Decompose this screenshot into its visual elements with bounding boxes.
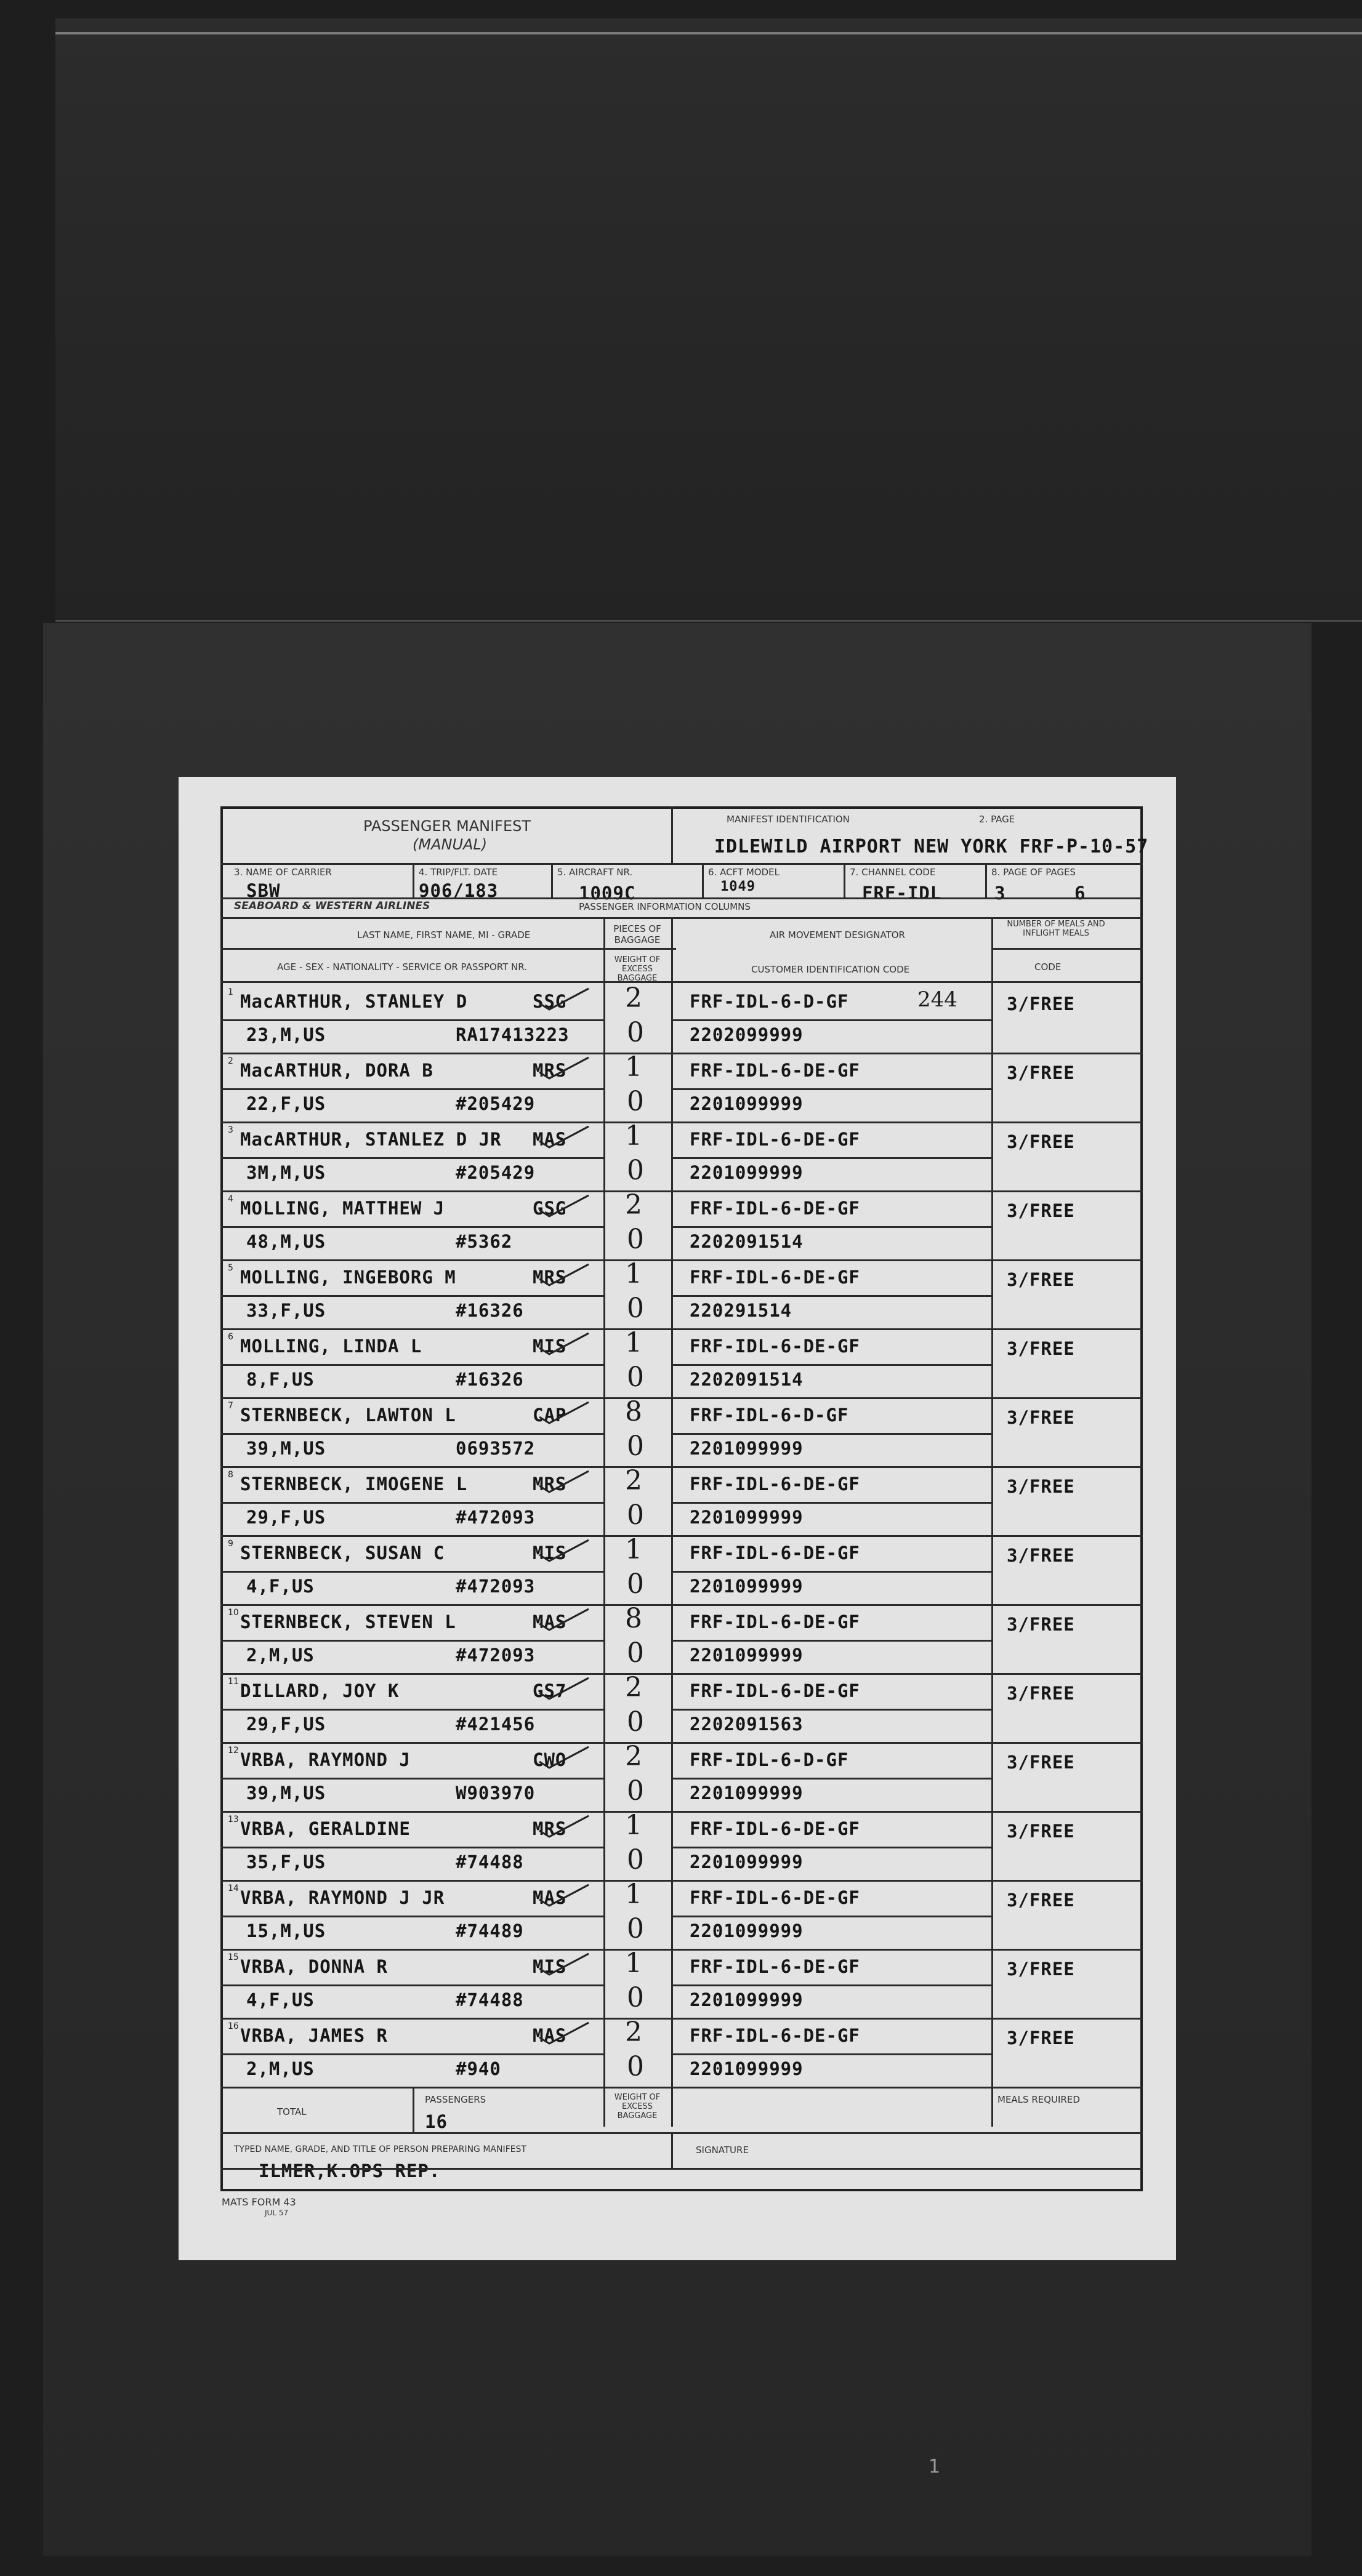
excess-weight: 0 (627, 1155, 644, 1186)
rule-line (220, 1984, 603, 1986)
rule-line (671, 1157, 991, 1159)
manifest-title: PASSENGER MANIFEST (363, 817, 531, 835)
customer-id: 2201099999 (690, 1576, 804, 1597)
customer-id: 2202091563 (690, 1714, 804, 1735)
meals-column-header: NUMBER OF MEALS AND INFLIGHT MEALS (1007, 920, 1105, 938)
rule-line (220, 1916, 603, 1917)
customer-id: 2202099999 (690, 1024, 804, 1045)
air-movement-designator: FRF-IDL-6-DE-GF (690, 1611, 860, 1632)
rule-line (220, 1019, 603, 1021)
meals-code: 3/FREE (1007, 1959, 1075, 1980)
customer-id: 2201099999 (690, 1507, 804, 1528)
checkmark-icon (536, 1605, 591, 1634)
film-seam (55, 620, 1362, 622)
passenger-name: VRBA, RAYMOND J (240, 1749, 411, 1770)
rule-line (220, 1466, 1143, 1468)
column-line (985, 863, 987, 897)
row-number: 6 (228, 1332, 233, 1342)
passport-number: #74489 (456, 1920, 524, 1941)
passenger-name: MacARTHUR, STANLEZ D JR (240, 1129, 502, 1150)
rule-line (220, 1328, 1143, 1330)
row-number: 8 (228, 1470, 233, 1480)
meals-code-header: CODE (1034, 961, 1062, 973)
row-number: 9 (228, 1539, 233, 1549)
name-column-header: LAST NAME, FIRST NAME, MI - GRADE (357, 929, 531, 941)
passenger-grade: MRS (533, 1474, 567, 1495)
baggage-pieces: 1 (625, 1948, 642, 1979)
baggage-pieces: 2 (625, 1672, 642, 1703)
rule-line (220, 948, 676, 950)
manifest-identification-label: MANIFEST IDENTIFICATION (727, 814, 850, 825)
checkmark-icon (536, 1674, 591, 1703)
aircraft-no: 1009C (579, 883, 636, 904)
checkmark-icon (536, 1192, 591, 1220)
passenger-name: STERNBECK, IMOGENE L (240, 1474, 468, 1495)
channel-code: FRF-IDL (862, 883, 942, 904)
rule-line (991, 948, 1143, 950)
customer-id: 2201099999 (690, 2058, 804, 2079)
row-number: 4 (228, 1194, 233, 1204)
column-line (603, 917, 605, 2127)
excess-weight: 0 (627, 1430, 644, 1462)
passenger-grade: GS7 (533, 1680, 567, 1701)
baggage-pieces: 8 (625, 1603, 642, 1634)
passenger-details: 48,M,US (246, 1231, 326, 1252)
excess-weight: 0 (627, 1775, 644, 1807)
customer-id: 2201099999 (690, 1783, 804, 1804)
signature-label: SIGNATURE (696, 2145, 749, 2156)
checkmark-icon (536, 1398, 591, 1427)
rule-line (220, 2168, 1143, 2170)
meals-code: 3/FREE (1007, 993, 1075, 1014)
rule-line (671, 1640, 991, 1642)
excess-weight: 0 (627, 1913, 644, 1944)
rule-line (220, 981, 1143, 983)
passenger-name: VRBA, DONNA R (240, 1956, 388, 1977)
excess-weight: 0 (627, 1844, 644, 1876)
checkmark-icon (536, 1536, 591, 1565)
air-movement-designator: FRF-IDL-6-DE-GF (690, 1818, 860, 1839)
passport-number: #205429 (456, 1162, 536, 1183)
row-number: 15 (228, 1952, 239, 1962)
rule-line (220, 1433, 603, 1435)
total-label: TOTAL (277, 2106, 307, 2117)
page-number: 3 (994, 883, 1006, 904)
passenger-details: 29,F,US (246, 1714, 326, 1735)
row-number: 2 (228, 1056, 233, 1066)
column-line (413, 863, 414, 897)
rule-line (220, 1088, 603, 1090)
air-movement-designator: FRF-IDL-6-D-GF (690, 991, 849, 1012)
checkmark-icon (536, 1881, 591, 1909)
column-line (991, 917, 993, 2127)
film-mark: 1 (929, 2456, 941, 2478)
passport-number: #472093 (456, 1507, 536, 1528)
column-line (551, 863, 553, 897)
air-movement-designator: FRF-IDL-6-DE-GF (690, 1198, 860, 1219)
form-date: JUL 57 (265, 2209, 289, 2217)
checkmark-icon (536, 1743, 591, 1772)
form-id: MATS FORM 43 (222, 2196, 296, 2208)
microfilm-upper-frame (55, 18, 1362, 622)
checkmark-icon (536, 1054, 591, 1082)
weight-column-header: WEIGHT OF EXCESS BAGGAGE (614, 955, 661, 983)
excess-weight: 0 (627, 1086, 644, 1117)
rule-line (220, 1121, 1143, 1123)
passenger-name: MacARTHUR, STANLEY D (240, 991, 468, 1012)
meals-code: 3/FREE (1007, 1269, 1075, 1290)
passport-number: #74488 (456, 1852, 524, 1872)
passengers-count: 16 (425, 2111, 448, 2132)
row-number: 13 (228, 1815, 239, 1824)
passenger-name: MOLLING, LINDA L (240, 1336, 422, 1357)
passenger-details: 2,M,US (246, 1645, 315, 1666)
passenger-name: DILLARD, JOY K (240, 1680, 400, 1701)
rule-line (220, 1226, 603, 1228)
page-of-pages-label: 8. PAGE OF PAGES (991, 867, 1076, 878)
passport-number: 0693572 (456, 1438, 536, 1459)
rule-line (220, 1778, 603, 1780)
passenger-details: 2,M,US (246, 2058, 315, 2079)
air-movement-designator: FRF-IDL-6-DE-GF (690, 1129, 860, 1150)
passport-number: #74488 (456, 1989, 524, 2010)
excess-weight: 0 (627, 2051, 644, 2082)
rule-line (671, 1226, 991, 1228)
rule-line (220, 1502, 603, 1504)
age-column-header: AGE - SEX - NATIONALITY - SERVICE OR PASSPORT NR. (277, 961, 527, 973)
channel-code-label: 7. CHANNEL CODE (850, 867, 936, 878)
customer-id: 2201099999 (690, 1438, 804, 1459)
rule-line (671, 1019, 991, 1021)
excess-weight: 0 (627, 1706, 644, 1738)
baggage-pieces: 1 (625, 1120, 642, 1152)
air-movement-designator: FRF-IDL-6-DE-GF (690, 1474, 860, 1495)
page-label: 2. PAGE (979, 814, 1015, 825)
passenger-grade: MAS (533, 1129, 567, 1150)
customer-id: 2202091514 (690, 1231, 804, 1252)
column-line (671, 2132, 673, 2168)
meals-code: 3/FREE (1007, 1821, 1075, 1842)
rule-line (220, 1640, 603, 1642)
checkmark-icon (536, 1467, 591, 1496)
customer-id-header: CUSTOMER IDENTIFICATION CODE (751, 964, 910, 975)
baggage-pieces: 8 (625, 1396, 642, 1427)
passenger-grade: MIS (533, 1543, 567, 1563)
excess-weight: 0 (627, 1362, 644, 1393)
rule-line (220, 1157, 603, 1159)
row-number: 10 (228, 1608, 239, 1618)
meals-code: 3/FREE (1007, 1683, 1075, 1704)
rule-line (220, 1709, 603, 1711)
baggage-pieces: 1 (625, 1879, 642, 1910)
total-weight-label: WEIGHT OF EXCESS BAGGAGE (614, 2093, 661, 2121)
row-number: 11 (228, 1677, 239, 1687)
passenger-details: 15,M,US (246, 1920, 326, 1941)
rule-line (220, 1949, 1143, 1951)
passport-number: #472093 (456, 1645, 536, 1666)
passenger-grade: MAS (533, 2025, 567, 2046)
manifest-subtitle: (MANUAL) (413, 836, 488, 853)
acft-model: 1049 (720, 879, 756, 894)
passenger-details: 39,M,US (246, 1783, 326, 1804)
passenger-name: STERNBECK, STEVEN L (240, 1611, 456, 1632)
passport-number: RA17413223 (456, 1024, 570, 1045)
customer-id: 2201099999 (690, 1645, 804, 1666)
air-movement-designator: FRF-IDL-6-D-GF (690, 1405, 849, 1426)
row-number: 16 (228, 2021, 239, 2031)
baggage-pieces: 1 (625, 1258, 642, 1290)
passenger-grade: SSG (533, 991, 567, 1012)
passenger-grade: GSG (533, 1198, 567, 1219)
rule-line (671, 1847, 991, 1848)
rule-line (220, 897, 1143, 899)
meals-required-label: MEALS REQUIRED (997, 2094, 1080, 2105)
carrier-code: SBW (246, 880, 281, 901)
margin-note: 244 (917, 987, 957, 1012)
manifest-identification: IDLEWILD AIRPORT NEW YORK FRF-P-10-57 (714, 836, 1149, 857)
rule-line (671, 2053, 991, 2055)
customer-id: 2201099999 (690, 1852, 804, 1872)
air-movement-designator: FRF-IDL-6-DE-GF (690, 1267, 860, 1288)
passport-number: #940 (456, 2058, 501, 2079)
row-number: 1 (228, 987, 233, 997)
flight-date: 906/183 (419, 880, 499, 901)
passenger-name: VRBA, RAYMOND J JR (240, 1887, 445, 1908)
meals-code: 3/FREE (1007, 1131, 1075, 1152)
passenger-grade: MAS (533, 1887, 567, 1908)
passenger-grade: CAP (533, 1405, 567, 1426)
film-edge-line (55, 32, 1362, 34)
meals-code: 3/FREE (1007, 1200, 1075, 1221)
passenger-grade: MAS (533, 1611, 567, 1632)
customer-id: 2201099999 (690, 1920, 804, 1941)
row-number: 5 (228, 1263, 233, 1273)
passenger-grade: MRS (533, 1267, 567, 1288)
rule-line (671, 1502, 991, 1504)
rule-line (220, 2053, 603, 2055)
excess-weight: 0 (627, 1224, 644, 1255)
column-line (671, 806, 673, 863)
air-movement-designator: FRF-IDL-6-DE-GF (690, 1887, 860, 1908)
rule-line (220, 1847, 603, 1848)
checkmark-icon (536, 2019, 591, 2047)
row-number: 12 (228, 1746, 239, 1755)
passenger-details: 29,F,US (246, 1507, 326, 1528)
row-number: 14 (228, 1884, 239, 1893)
meals-code: 3/FREE (1007, 1338, 1075, 1359)
meals-code: 3/FREE (1007, 1476, 1075, 1497)
passengers-label: PASSENGERS (425, 2094, 486, 2105)
rule-line (671, 1916, 991, 1917)
passenger-grade: MRS (533, 1060, 567, 1081)
passenger-info-label: PASSENGER INFORMATION COLUMNS (579, 901, 751, 912)
rule-line (220, 2018, 1143, 2020)
rule-line (220, 1742, 1143, 1744)
baggage-pieces: 2 (625, 2016, 642, 2048)
baggage-pieces: 2 (625, 1189, 642, 1221)
passenger-details: 35,F,US (246, 1852, 326, 1872)
rule-line (220, 917, 1143, 919)
passport-number: #421456 (456, 1714, 536, 1735)
rule-line (671, 1571, 991, 1573)
meals-code: 3/FREE (1007, 1890, 1075, 1911)
excess-weight: 0 (627, 1499, 644, 1531)
rule-line (671, 1984, 991, 1986)
rule-line (671, 1709, 991, 1711)
preparer-label: TYPED NAME, GRADE, AND TITLE OF PERSON PREPARING MANIFEST (234, 2145, 526, 2154)
rule-line (220, 1397, 1143, 1399)
preparer-name: ILMER,K.OPS REP. (259, 2161, 441, 2181)
rule-line (671, 1088, 991, 1090)
customer-id: 220291514 (690, 1300, 792, 1321)
passenger-grade: CWO (533, 1749, 567, 1770)
meals-code: 3/FREE (1007, 1407, 1075, 1428)
air-movement-designator: FRF-IDL-6-DE-GF (690, 1336, 860, 1357)
checkmark-icon (536, 1330, 591, 1358)
passenger-details: 23,M,US (246, 1024, 326, 1045)
excess-weight: 0 (627, 1982, 644, 2013)
passenger-name: STERNBECK, LAWTON L (240, 1405, 456, 1426)
rule-line (220, 2087, 1143, 2088)
baggage-pieces: 1 (625, 1327, 642, 1358)
rule-line (220, 1673, 1143, 1675)
checkmark-icon (536, 1261, 591, 1289)
passenger-name: STERNBECK, SUSAN C (240, 1543, 445, 1563)
passenger-grade: MRS (533, 1818, 567, 1839)
checkmark-icon (536, 1950, 591, 1978)
meals-code: 3/FREE (1007, 2028, 1075, 2048)
row-number: 3 (228, 1125, 233, 1135)
passenger-details: 4,F,US (246, 1989, 315, 2010)
column-line (413, 2088, 414, 2132)
excess-weight: 0 (627, 1293, 644, 1324)
checkmark-icon (536, 1123, 591, 1151)
air-movement-designator: FRF-IDL-6-DE-GF (690, 1680, 860, 1701)
passenger-grade: MIS (533, 1336, 567, 1357)
passport-number: #205429 (456, 1093, 536, 1114)
excess-weight: 0 (627, 1637, 644, 1669)
air-movement-designator: FRF-IDL-6-DE-GF (690, 1543, 860, 1563)
meals-code: 3/FREE (1007, 1062, 1075, 1083)
rule-line (220, 1604, 1143, 1606)
customer-id: 2201099999 (690, 1093, 804, 1114)
meals-code: 3/FREE (1007, 1752, 1075, 1773)
rule-line (220, 1571, 603, 1573)
customer-id: 2201099999 (690, 1989, 804, 2010)
baggage-pieces: 2 (625, 982, 642, 1014)
air-movement-header: AIR MOVEMENT DESIGNATOR (770, 929, 905, 941)
carrier-name: SEABOARD & WESTERN AIRLINES (234, 900, 430, 912)
meals-code: 3/FREE (1007, 1545, 1075, 1566)
customer-id: 2201099999 (690, 1162, 804, 1183)
passenger-grade: MIS (533, 1956, 567, 1977)
pieces-column-header: PIECES OF BAGGAGE (613, 923, 661, 945)
rule-line (220, 1811, 1143, 1813)
baggage-pieces: 1 (625, 1051, 642, 1083)
air-movement-designator: FRF-IDL-6-D-GF (690, 1749, 849, 1770)
rule-line (220, 1259, 1143, 1261)
rule-line (220, 2132, 1143, 2134)
column-line (702, 863, 704, 897)
manifest-document (179, 777, 1176, 2260)
passenger-name: VRBA, JAMES R (240, 2025, 388, 2046)
page-total: 6 (1074, 883, 1086, 904)
passenger-details: 22,F,US (246, 1093, 326, 1114)
flight-date-label: 4. TRIP/FLT. DATE (419, 867, 498, 878)
customer-id: 2202091514 (690, 1369, 804, 1390)
excess-weight: 0 (627, 1017, 644, 1048)
air-movement-designator: FRF-IDL-6-DE-GF (690, 1060, 860, 1081)
excess-weight: 0 (627, 1568, 644, 1600)
passenger-details: 3M,M,US (246, 1162, 326, 1183)
passenger-name: MOLLING, INGEBORG M (240, 1267, 456, 1288)
passport-number: #472093 (456, 1576, 536, 1597)
checkmark-icon (536, 985, 591, 1013)
rule-line (220, 1190, 1143, 1192)
rule-line (220, 1295, 603, 1297)
rule-line (220, 1535, 1143, 1537)
meals-code: 3/FREE (1007, 1614, 1075, 1635)
manifest-frame (220, 806, 1143, 2191)
baggage-pieces: 1 (625, 1534, 642, 1565)
air-movement-designator: FRF-IDL-6-DE-GF (690, 2025, 860, 2046)
baggage-pieces: 2 (625, 1741, 642, 1772)
rule-line (671, 1295, 991, 1297)
passenger-details: 8,F,US (246, 1369, 315, 1390)
passenger-details: 39,M,US (246, 1438, 326, 1459)
column-line (844, 863, 845, 897)
passport-number: #16326 (456, 1300, 524, 1321)
passport-number: #16326 (456, 1369, 524, 1390)
passenger-details: 4,F,US (246, 1576, 315, 1597)
rule-line (671, 1433, 991, 1435)
rule-line (220, 1880, 1143, 1882)
checkmark-icon (536, 1812, 591, 1840)
passenger-name: VRBA, GERALDINE (240, 1818, 411, 1839)
baggage-pieces: 1 (625, 1810, 642, 1841)
rule-line (220, 1053, 1143, 1054)
row-number: 7 (228, 1401, 233, 1411)
passenger-details: 33,F,US (246, 1300, 326, 1321)
passport-number: #5362 (456, 1231, 513, 1252)
baggage-pieces: 2 (625, 1465, 642, 1496)
acft-model-label: 6. ACFT MODEL (708, 867, 780, 878)
air-movement-designator: FRF-IDL-6-DE-GF (690, 1956, 860, 1977)
aircraft-no-label: 5. AIRCRAFT NR. (557, 867, 633, 878)
rule-line (220, 1364, 603, 1366)
passenger-name: MOLLING, MATTHEW J (240, 1198, 445, 1219)
rule-line (671, 1778, 991, 1780)
passport-number: W903970 (456, 1783, 536, 1804)
column-line (671, 917, 673, 2127)
passenger-name: MacARTHUR, DORA B (240, 1060, 433, 1081)
carrier-label: 3. NAME OF CARRIER (234, 867, 332, 878)
rule-line (671, 1364, 991, 1366)
rule-line (220, 863, 1143, 865)
